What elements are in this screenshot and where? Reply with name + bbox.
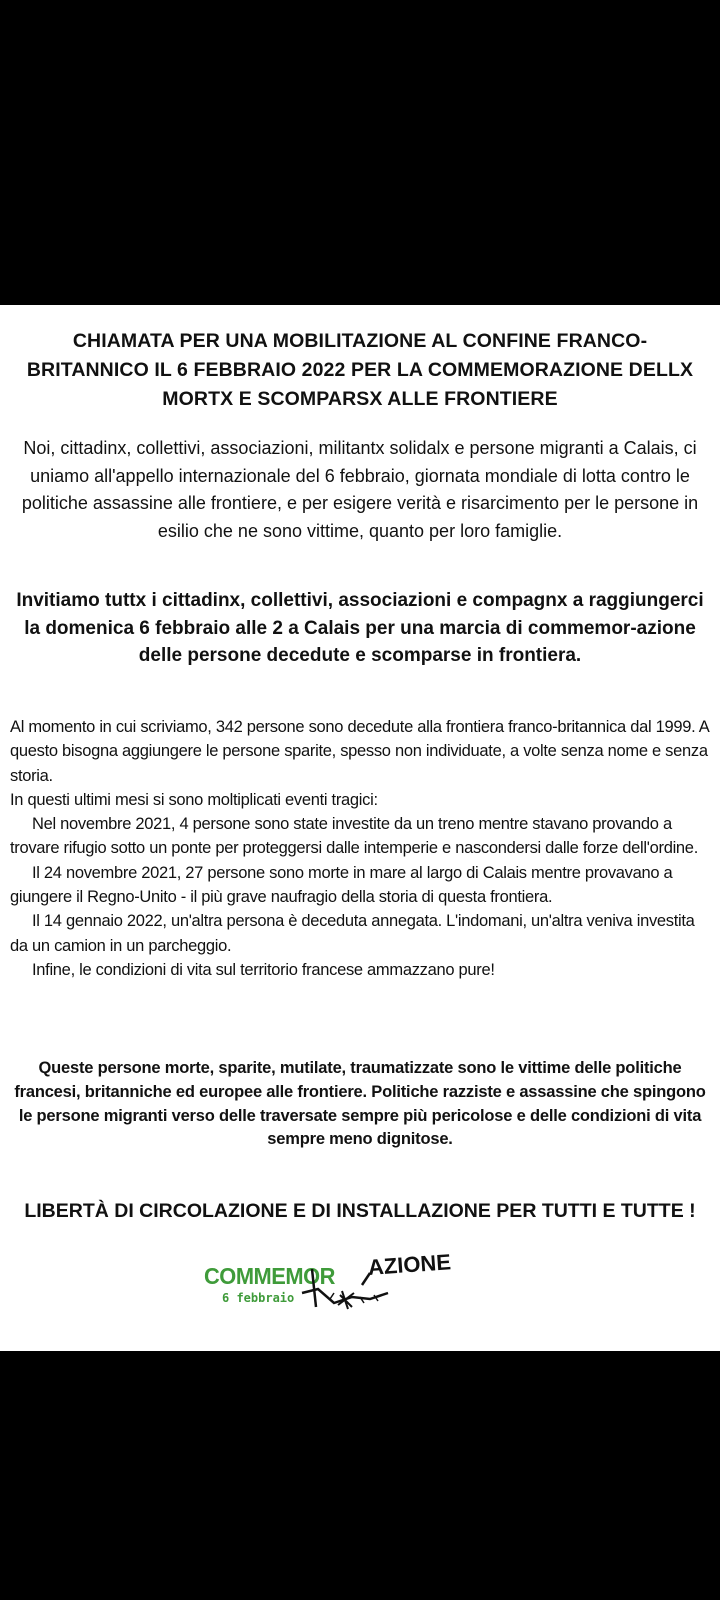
slogan: LIBERTÀ DI CIRCOLAZIONE E DI INSTALLAZIONE PER TUTTI E TUTTE ! xyxy=(24,1200,696,1222)
paragraph-shipwreck: Il 24 novembre 2021, 27 persone sono morte in mare al largo di Calais mentre provavano a giungere il Regno-Unito - il più grave naufragio della storia di questa frontiera. xyxy=(10,863,673,907)
intro-paragraph: Noi, cittadinx, collettivi, associazioni, militantx solidalx e persone migranti a Calais, ci uniamo all'appello internazionale del 6 febbraio, giornata mondiale di lotta contro le politiche assassine alle frontiere, e per esigere verità e risarcimento per le persone in esilio che ne sono vittime, quanto per loro famiglie. xyxy=(21,438,699,541)
logo-text-right: AZIONE xyxy=(367,1249,452,1280)
body-text xyxy=(10,715,712,982)
logo-text-left: COMMEMOR xyxy=(204,1263,335,1289)
invite-paragraph: Invitiamo tuttx i cittadinx, collettivi, associazioni e compagnx a raggiungerci la domenica 6 febbraio alle 2 a Calais per una marcia di commemor-azione delle persone decedute e scomparse in frontiera. xyxy=(16,590,704,666)
victims-paragraph: Queste persone morte, sparite, mutilate, traumatizzate sono le vittime delle politiche francesi, britanniche ed europee alle frontiere. Politiche razziste e assassine che spingono le persone migranti verso delle traversate sempre più pericolose e delle condizioni di vita sempre meno dignitose. xyxy=(14,1059,706,1149)
paragraph-events-intro: In questi ultimi mesi si sono moltiplicati eventi tragici: xyxy=(10,790,378,809)
document-title: CHIAMATA PER UNA MOBILITAZIONE AL CONFINE FRANCO-BRITANNICO IL 6 FEBBRAIO 2022 PER LA COMMEMORAZIONE DELLX MORTX E SCOMPARSX ALLE FRONTIERE xyxy=(26,330,694,410)
commemorazione-logo xyxy=(200,1249,470,1325)
paragraph-conditions: Infine, le condizioni di vita sul territorio francese ammazzano pure! xyxy=(32,960,495,979)
document-image xyxy=(0,305,720,1351)
logo-text-date: 6 febbraio xyxy=(222,1291,295,1305)
paragraph-deaths: Al momento in cui scriviamo, 342 persone sono decedute alla frontiera franco-britannica dal 1999. A questo bisogna aggiungere le persone sparite, spesso non individuate, a volte senza nome e senza storia. xyxy=(10,718,709,785)
paragraph-train: Nel novembre 2021, 4 persone sono state investite da un treno mentre stavano provando a trovare rifugio sotto un ponte per proteggersi dalle intemperie e nascondersi dalle forze dell'ordine. xyxy=(10,815,698,858)
paragraph-january: Il 14 gennaio 2022, un'altra persona è deceduta annegata. L'indomani, un'altra veniva investita da un camion in un parcheggio. xyxy=(10,912,695,955)
